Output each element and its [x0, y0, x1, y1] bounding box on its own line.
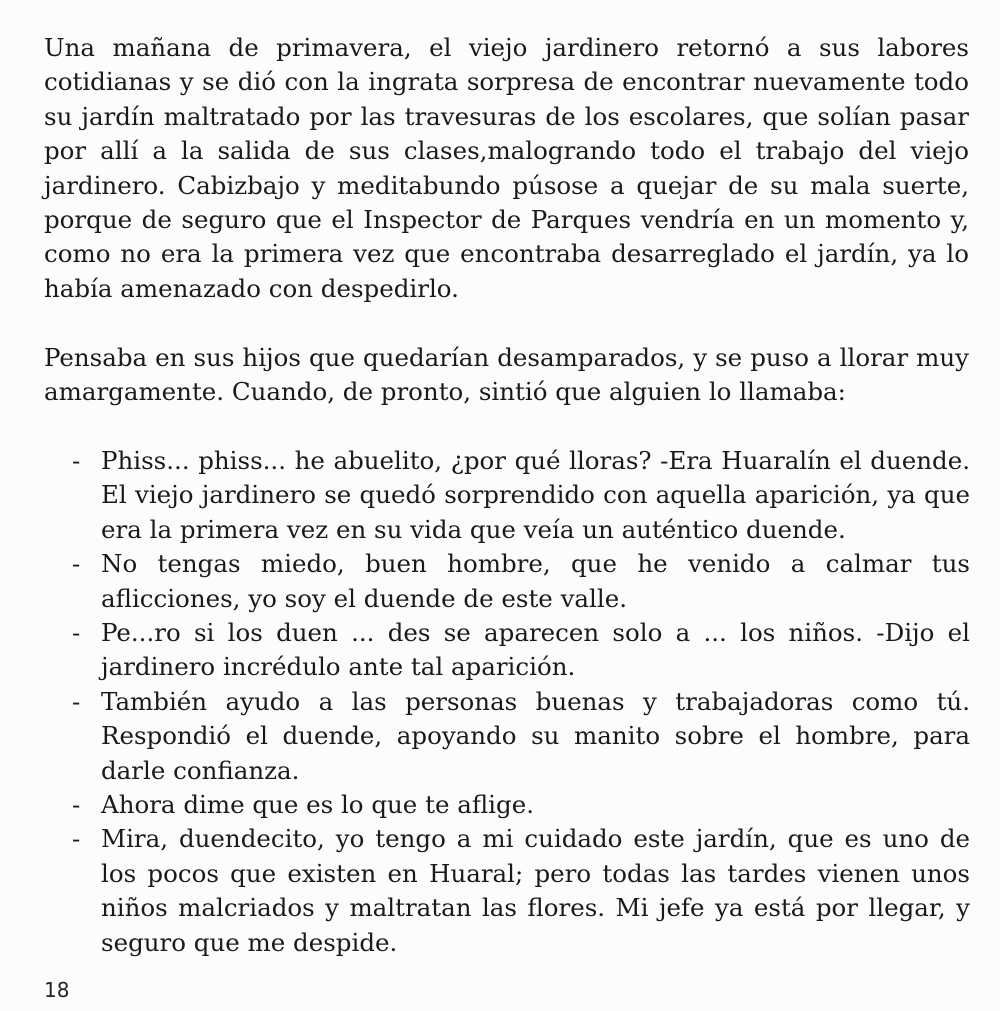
- dialogue-text: Mira, duendecito, yo tengo a mi cuidado este jardín, que es uno de los pocos que existen en Huaral; pero todas las tardes vienen unos niños malcriados y maltratan las flores. Mi jefe ya está por llegar, y seguro que me despide.: [101, 824, 970, 957]
- page-number: 18: [44, 978, 70, 1002]
- paragraph-2: Pensaba en sus hijos que quedarían desamparados, y se puso a llorar muy amargamente. Cuando, de pronto, sintió que alguien lo llamaba:: [44, 343, 969, 407]
- dialogue-line-4: [70, 685, 970, 788]
- dialogue-text: No tengas miedo, buen hombre, que he venido a calmar tus aflicciones, yo soy el duende de este valle.: [101, 549, 970, 613]
- dialogue-line-1: [70, 444, 970, 547]
- dialogue-dash: -: [72, 618, 81, 648]
- dialogue-text: Phiss... phiss... he abuelito, ¿por qué lloras? -Era Huaralín el duende. El viejo jardinero se quedó sorprendido con aquella aparición, ya que era la primera vez en su vida que veía un auténtico duende.: [101, 446, 970, 544]
- dialogue-dash: -: [72, 790, 81, 820]
- dialogue-dash: -: [72, 446, 81, 475]
- dialogue-dash: -: [72, 824, 81, 854]
- dialogue-text: Ahora dime que es lo que te aflige.: [101, 790, 534, 820]
- dialogue-line-5: [70, 788, 970, 822]
- dialogue-line-3: [70, 616, 970, 685]
- dialogue-text: También ayudo a las personas buenas y trabajadoras como tú. Respondió el duende, apoyando su manito sobre el hombre, para darle confianza.: [101, 686, 970, 785]
- dialogue-dash: -: [72, 549, 81, 579]
- dialogue-line-6: [70, 822, 970, 960]
- paragraph-1: Una mañana de primavera, el viejo jardinero retornó a sus labores cotidianas y se dió con la ingrata sorpresa de encontrar nuevamente todo su jardín maltratado por las travesuras de los escolares, que solían pasar por allí a la salida de sus clases,malogrando todo el trabajo del viejo jardinero. Cabizbajo y meditabundo púsose a quejar de su mala suerte, porque de seguro que el Inspector de Parques vendría en un momento y, como no era la primera vez que encontraba desarreglado el jardín, ya lo había amenazado con despedirlo.: [44, 33, 969, 303]
- dialogue-dash: -: [72, 686, 81, 716]
- dialogue-list: [70, 444, 970, 960]
- dialogue-line-2: [70, 547, 970, 616]
- dialogue-text: Pe...ro si los duen ... des se aparecen solo a ... los niños. -Dijo el jardinero incrédulo ante tal aparición.: [101, 618, 970, 682]
